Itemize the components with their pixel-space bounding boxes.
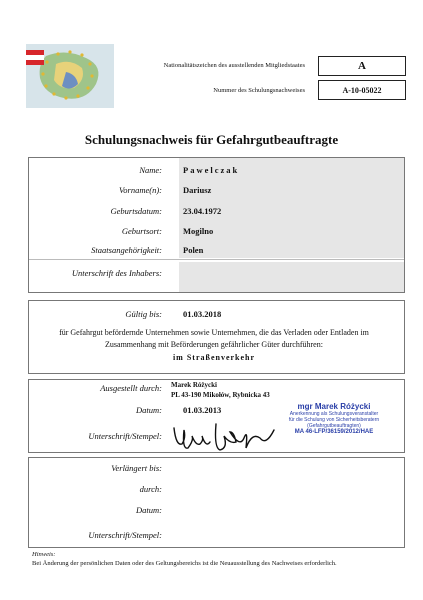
- issue-date-value: 01.03.2013: [183, 405, 222, 415]
- nationality-label: Nationalitätszeichen des ausstellenden Mitgliedstaates: [163, 62, 305, 69]
- scope-text: für Gefahrgut befördernde Unternehmen sowie Unternehmen, die das Verladen oder Entladen im Zusammenhang mit Beförderungen gefährlicher Güter durchführen:: [59, 328, 369, 349]
- certificate-number: A-10-05022: [318, 80, 406, 100]
- first-name-value: Dariusz: [183, 185, 212, 195]
- issuer-stamp: [268, 402, 400, 435]
- issuer-signature-label: Unterschrift/Stempel:: [88, 431, 162, 441]
- issued-by-label: Ausgestellt durch:: [100, 383, 162, 393]
- stamp-line: für die Schulung von Sicherheitsberatern: [288, 417, 380, 423]
- holder-signature-label: Unterschrift des Inhabers:: [71, 268, 162, 278]
- extension-signature-label: Unterschrift/Stempel:: [88, 530, 162, 540]
- nationality-field-value: Polen: [183, 245, 204, 255]
- birthplace-value: Mogilno: [183, 226, 214, 236]
- nationality-code: A: [318, 56, 406, 76]
- eu-flag-emblem: [26, 44, 114, 108]
- issuer-address: PL 43-190 Mikołów, Rybnicka 43: [171, 391, 270, 399]
- issue-date-label: Datum:: [136, 405, 162, 415]
- valid-until-label: Gültig bis:: [125, 309, 162, 319]
- nationality-field-label: Staatsangehörigkeit:: [91, 245, 162, 255]
- name-label: Name:: [139, 165, 162, 175]
- transport-mode: im Straßenverkehr: [172, 353, 256, 362]
- note-heading: Hinweis:: [32, 551, 56, 558]
- birthdate-value: 23.04.1972: [183, 206, 222, 216]
- birthplace-label: Geburtsort:: [121, 226, 162, 236]
- divider: [29, 259, 404, 260]
- name-value: Pawelczak: [183, 165, 240, 175]
- first-name-label: Vorname(n):: [119, 185, 162, 195]
- extended-until-label: Verlängert bis:: [111, 463, 162, 473]
- birthdate-label: Geburtsdatum:: [110, 206, 162, 216]
- issuer-name: Marek Różycki: [171, 381, 217, 389]
- extended-by-label: durch:: [139, 484, 162, 494]
- certificate-number-label: Nummer des Schulungsnachweises: [213, 87, 305, 94]
- stamp-number: MA 46-LFP/36159/2012/HAE: [294, 429, 374, 435]
- valid-until-value: 01.03.2018: [183, 309, 222, 319]
- document-title: Schulungsnachweis für Gefahrgutbeauftragte: [84, 132, 339, 147]
- stamp-name: mgr Marek Różycki: [297, 402, 371, 411]
- stamp-line: (Gefahrgutbeauftragten): [307, 423, 361, 429]
- note-text: Bei Änderung der persönlichen Daten oder des Geltungsbereichs ist die Neuausstellung des Nachweises erforderlich.: [32, 560, 337, 567]
- holder-signature-field: [179, 262, 404, 292]
- handwritten-signature: [170, 418, 280, 454]
- stamp-line: Anerkennung als Schulungsveranstalter: [289, 411, 379, 417]
- extension-date-label: Datum:: [136, 505, 162, 515]
